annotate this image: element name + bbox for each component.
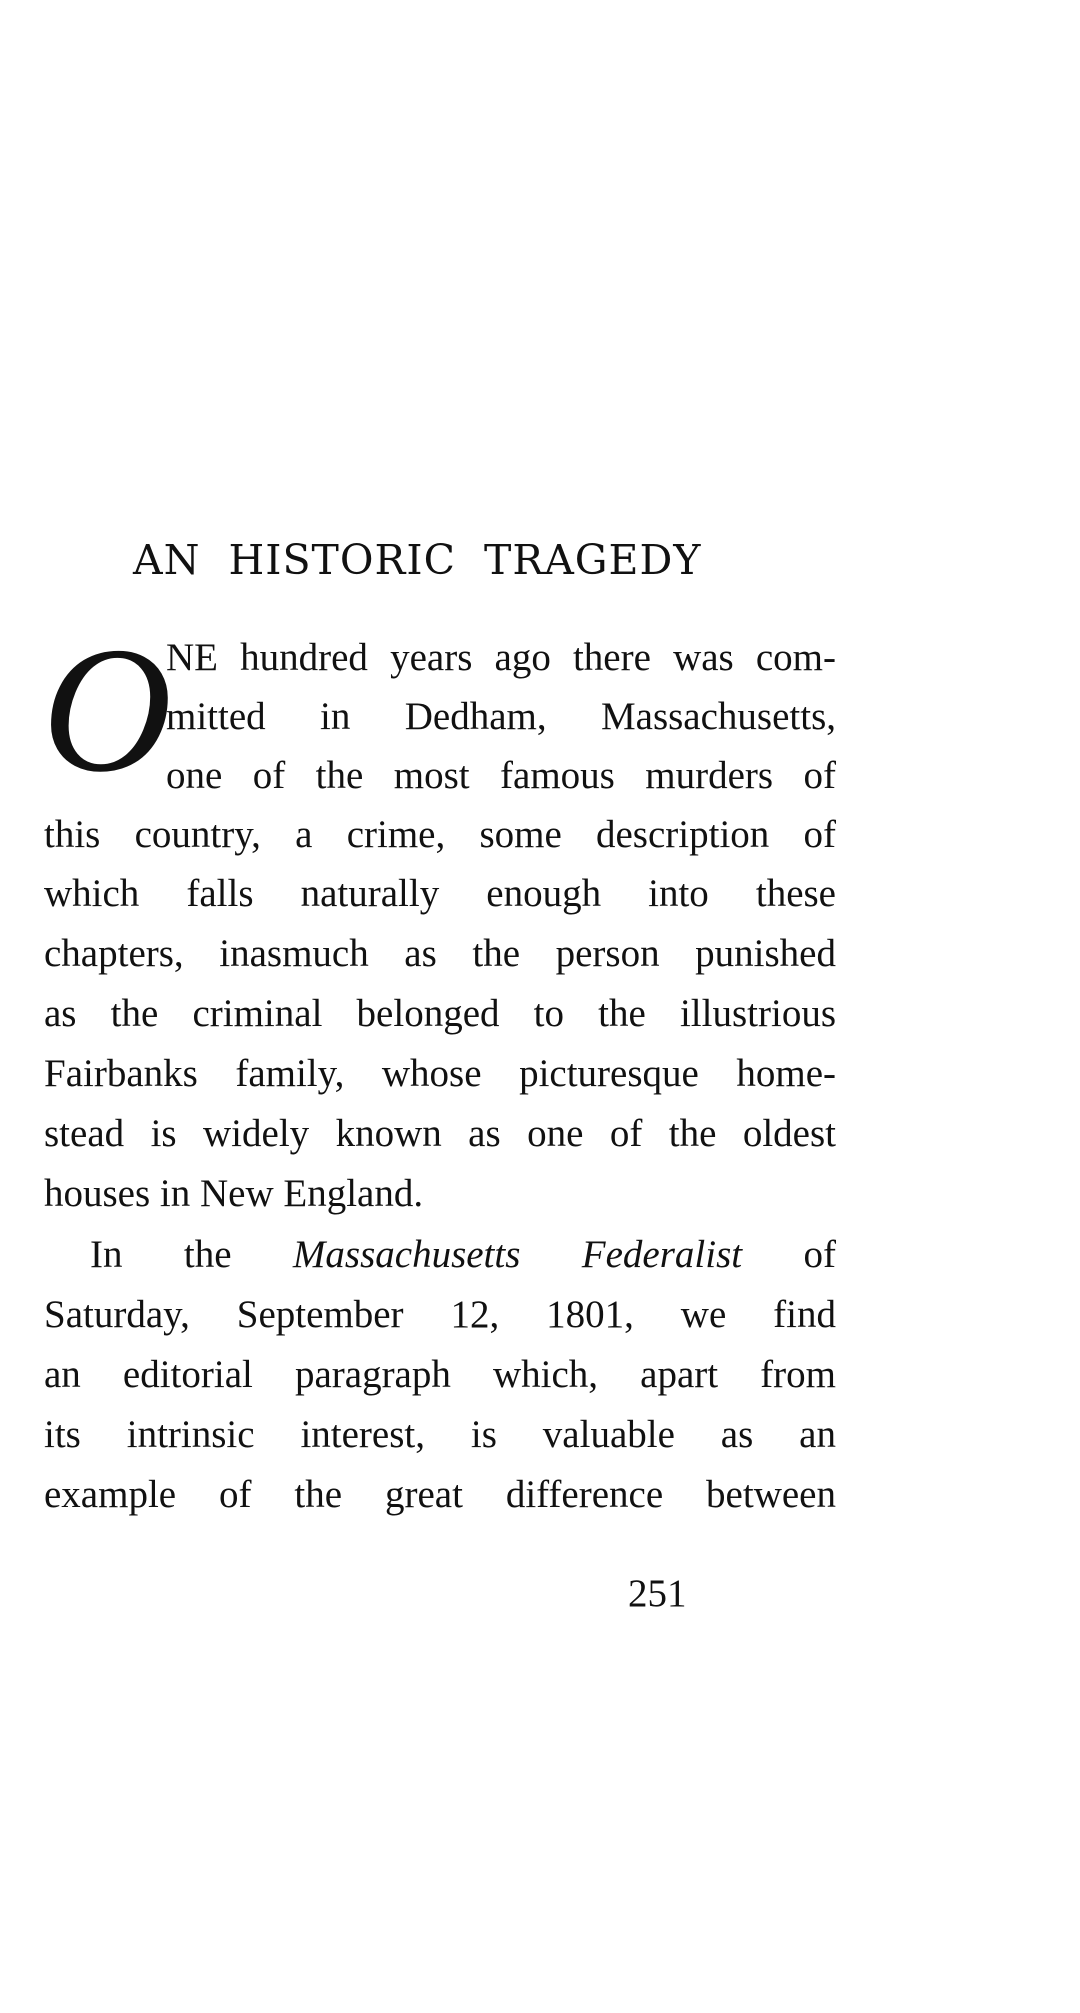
- text-line: Fairbanks family, whose picturesque home-: [44, 1052, 836, 1095]
- drop-cap: O: [42, 610, 172, 809]
- text-line: an editorial paragraph which, apart from: [44, 1353, 836, 1396]
- text-line: mitted in Dedham, Massachusetts,: [166, 695, 836, 738]
- text-line-para2-first: [90, 1231, 836, 1279]
- text-segment: In the: [90, 1233, 232, 1276]
- text-segment: of: [803, 1233, 836, 1276]
- text-line: houses in New England.: [44, 1172, 424, 1215]
- text-line: its intrinsic interest, is valuable as an: [44, 1413, 836, 1456]
- text-line: as the criminal belonged to the illustrious: [44, 992, 836, 1035]
- text-line: example of the great difference between: [44, 1473, 836, 1516]
- text-line: Saturday, September 12, 1801, we find: [44, 1293, 836, 1336]
- text-line: this country, a crime, some description of: [44, 813, 836, 856]
- text-line: chapters, inasmuch as the person punished: [44, 932, 836, 975]
- text-line: which falls naturally enough into these: [44, 872, 836, 915]
- text-line: stead is widely known as one of the oldest: [44, 1112, 836, 1155]
- newspaper-title: Massachusetts Federalist: [292, 1233, 743, 1276]
- text-line: one of the most famous murders of: [166, 754, 836, 797]
- page-number: 251: [628, 1572, 687, 1615]
- text-line: NE hundred years ago there was com-: [166, 636, 836, 679]
- chapter-heading: AN HISTORIC TRAGEDY: [133, 536, 702, 584]
